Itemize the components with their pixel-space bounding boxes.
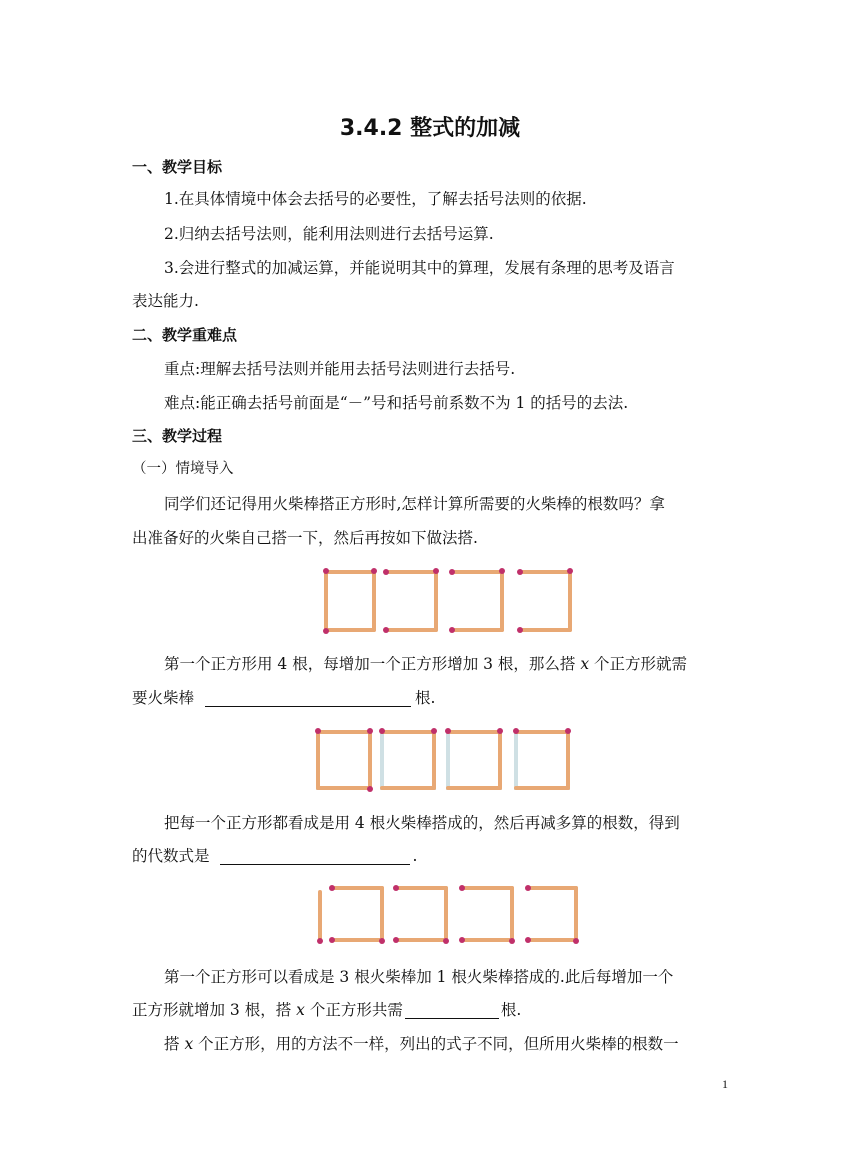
paragraph-3-text-a: 的代数式是 [132,847,215,865]
goal-item-3-cont: 表达能力. [132,292,199,310]
paragraph-5-line-1 [164,1031,732,1057]
paragraph-2-line-1 [164,651,732,677]
paragraph-5-text-b: 个正方形，用的方法不一样，列出的式子不同，但所用火柴棒的根数一 [193,1035,679,1053]
goal-item-3: 3.会进行整式的加减运算，并能说明其中的算理，发展有条理的思考及语言 [164,259,675,277]
section-heading-goals: 一、教学目标 [132,158,223,176]
page-number: 1 [722,1077,728,1091]
answer-blank-2[interactable] [220,846,410,865]
matchstick-figure-1 [318,566,580,638]
paragraph-3-line-1: 把每一个正方形都看成是用 4 根火柴棒搭成的，然后再减多算的根数，得到 [164,814,680,832]
matchstick-figure-2 [310,724,582,796]
section-heading-keypoints: 二、教学重难点 [132,326,238,344]
paragraph-3-text-b: . [412,847,418,865]
paragraph-4-line-1: 第一个正方形可以看成是 3 根火柴棒加 1 根火柴棒搭成的.此后每增加一个 [164,968,674,986]
section-heading-process: 三、教学过程 [132,427,223,445]
page-title: 3.4.2 整式的加减 [339,116,521,141]
answer-blank-3[interactable] [405,1000,499,1019]
matchstick-figure-3 [312,882,584,948]
paragraph-2-text-c: 要火柴棒 [132,689,199,707]
paragraph-3-line-2 [132,843,732,869]
answer-blank-1[interactable] [205,688,411,707]
paragraph-4-text-b: 个正方形共需 [304,1001,403,1019]
paragraph-2-text-b: 个正方形就需 [589,655,688,673]
paragraph-2-text-d: 根. [414,689,436,707]
paragraph-5-text-a: 搭 [164,1035,185,1053]
subsection-intro: （一）情境导入 [132,461,234,477]
paragraph-4-text-a: 正方形就增加 3 根，搭 [132,1001,297,1019]
goal-item-2: 2.归纳去括号法则，能利用法则进行去括号运算. [164,225,494,243]
paragraph-4-text-c: 根. [500,1001,522,1019]
difficulty-point: 难点:能正确去括号前面是“－”号和括号前系数不为 1 的括号的去法. [164,394,629,412]
paragraph-1-line-1: 同学们还记得用火柴棒搭正方形时,怎样计算所需要的火柴棒的根数吗？拿 [164,495,665,513]
paragraph-2-text-a: 第一个正方形用 4 根，每增加一个正方形增加 3 根，那么搭 [164,655,581,673]
paragraph-4-line-2 [132,997,732,1023]
goal-item-1: 1.在具体情境中体会去括号的必要性，了解去括号法则的依据. [164,190,587,208]
variable-x: x [184,1035,194,1053]
key-point: 重点:理解去括号法则并能用去括号法则进行去括号. [164,360,516,378]
paragraph-2-line-2 [132,685,732,711]
variable-x: x [296,1001,305,1019]
variable-x: x [580,655,590,673]
paragraph-1-line-2: 出准备好的火柴自己搭一下，然后再按如下做法搭. [132,529,478,547]
